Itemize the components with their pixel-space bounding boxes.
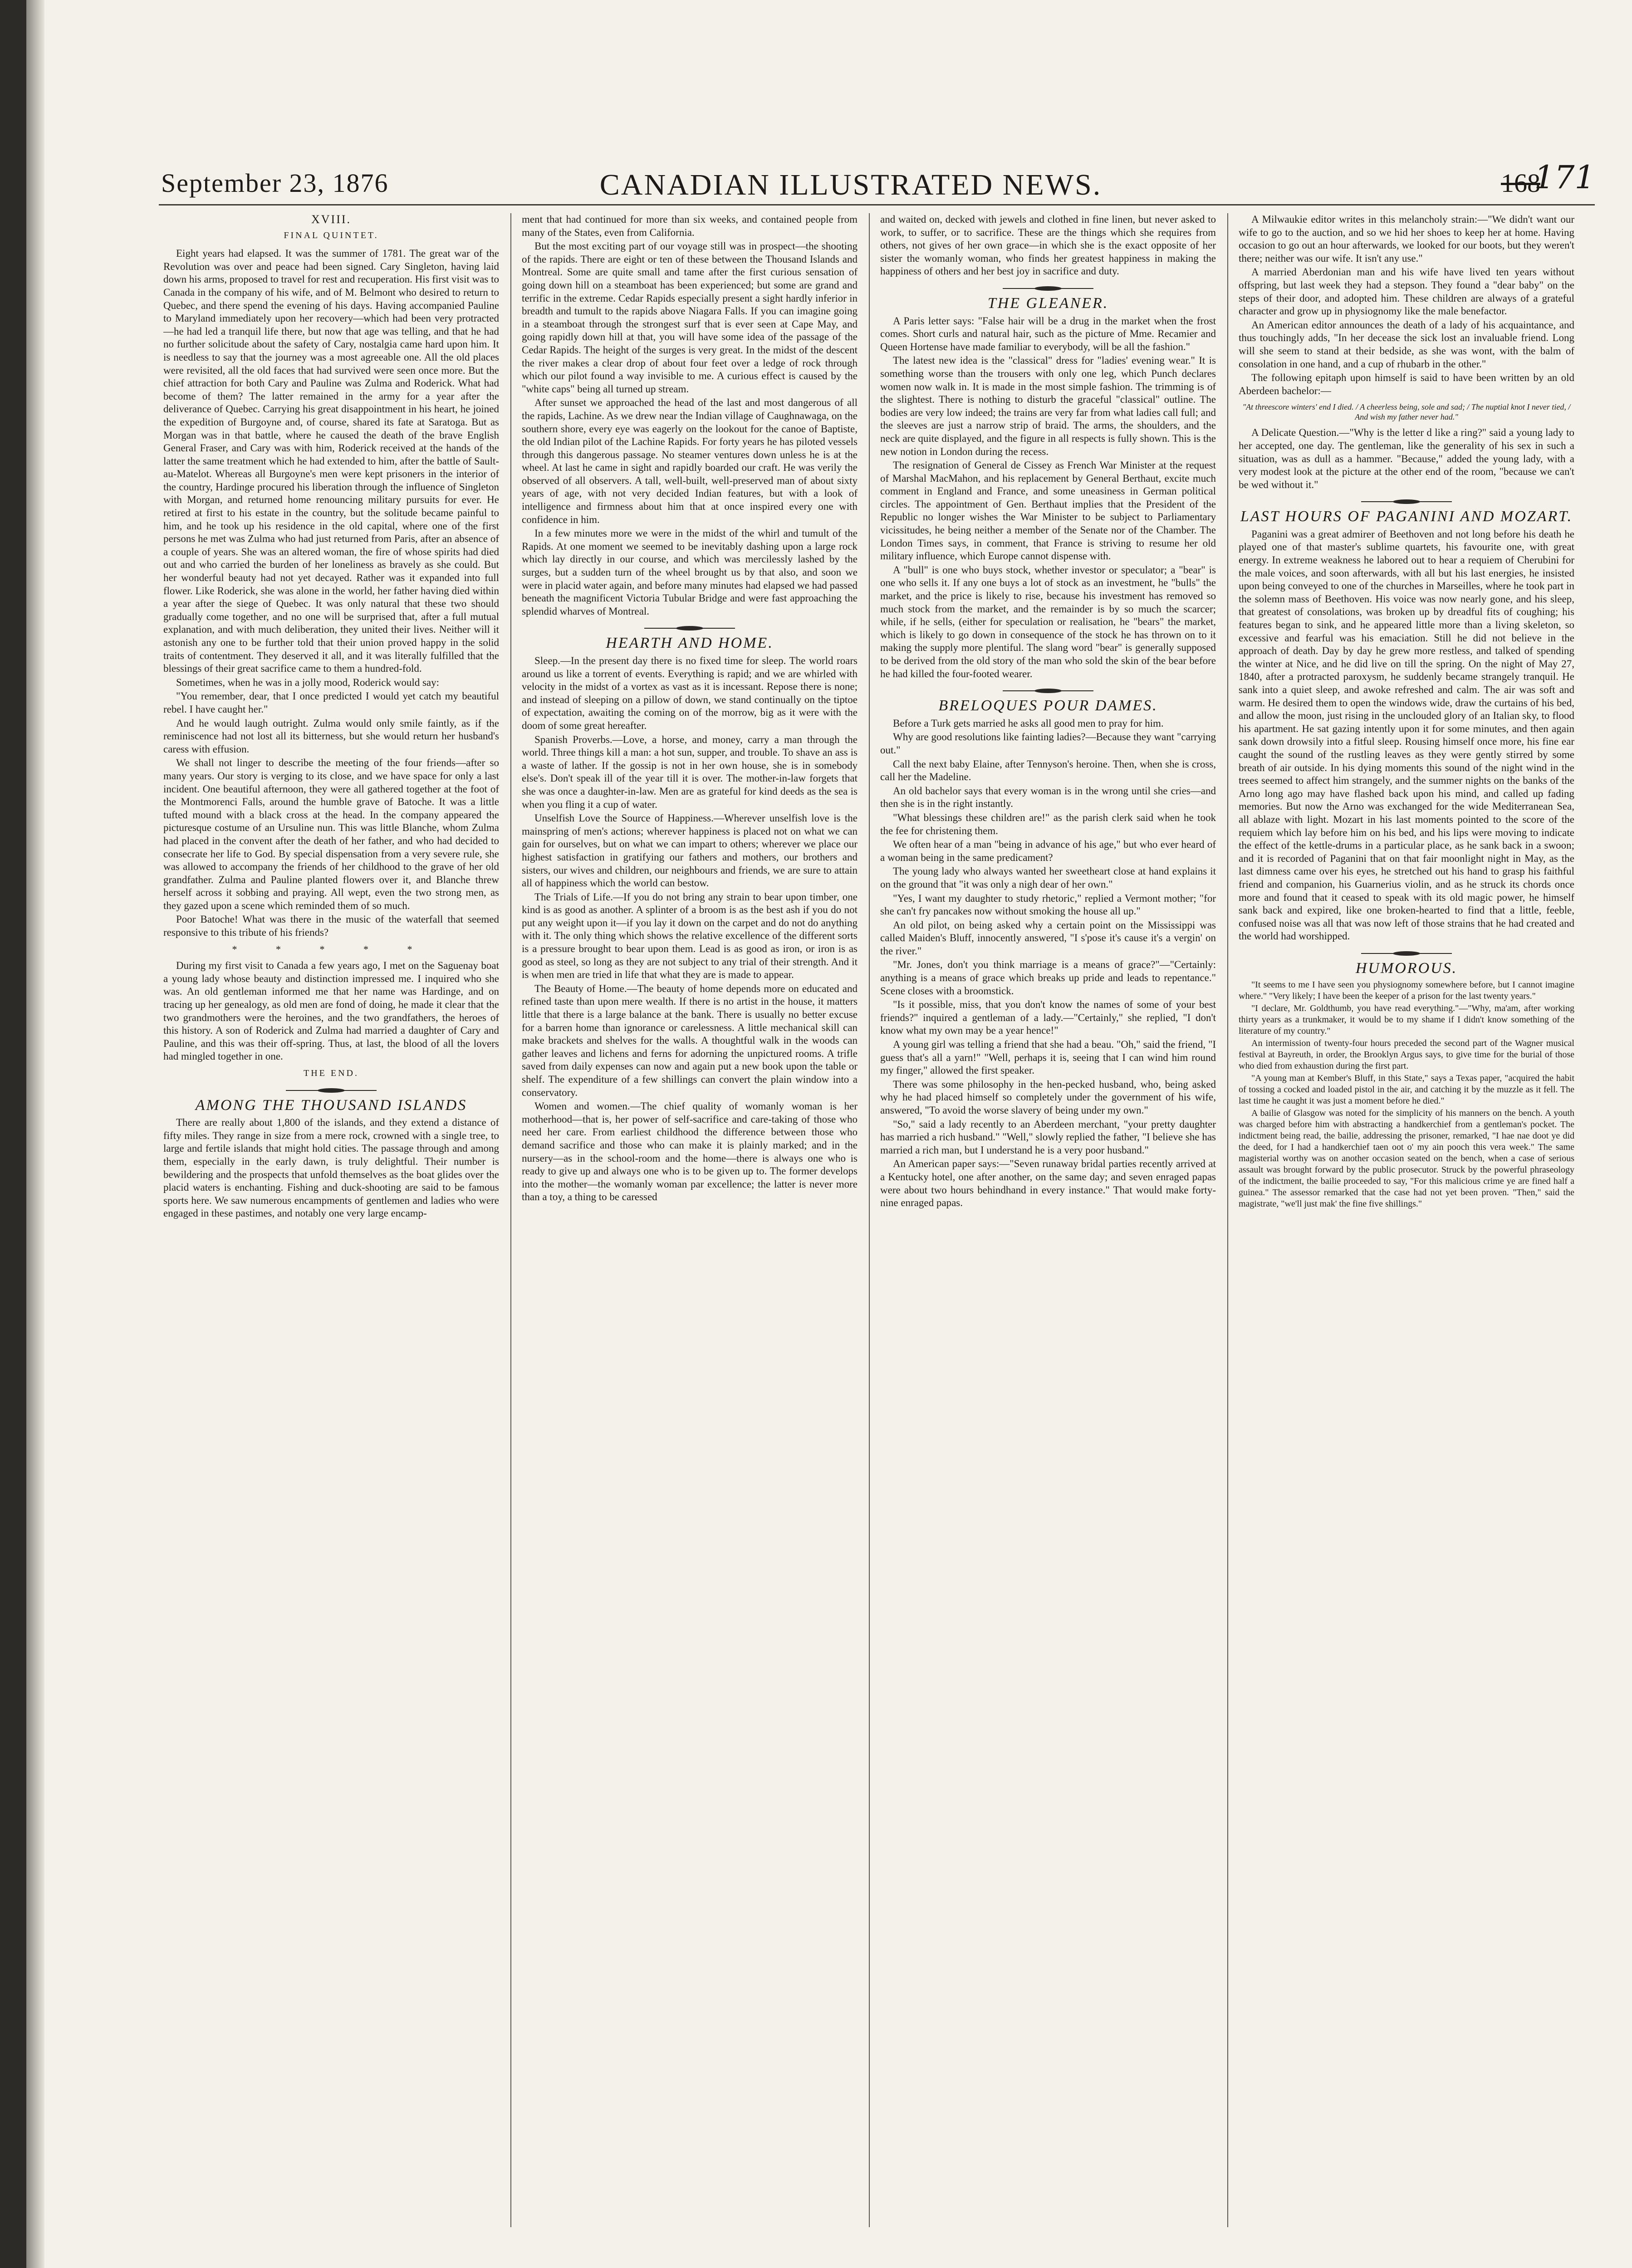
column-2 xyxy=(522,213,858,2227)
paragraph: We shall not linger to describe the meeting of the four friends—after so many years. Our story is verging to its close, and we have space for only a last incident. One beautiful afternoon, they were all gathered together at the foot of the Montmorenci Falls, around the humble grave of Batoche. It was a little tufted mound with a black cross at the head. In the company appeared the picturesque costume of an Ursuline nun. This was little Blanche, whom Zulma had placed in the convent after the death of her father, and who had decided to consecrate her life to God. By special dispensation from a very severe rule, she was allowed to accompany the friends of her childhood to the grave of her old grandfather. Zulma and Pauline planted flowers over it, and Blanche threw herself across it sobbing and praying. All wept, even the two strong men, as they gazed upon a scene which reminded them of so much. xyxy=(163,757,499,911)
paragraph: But the most exciting part of our voyage still was in prospect—the shooting of the rapids. There are eight or ten of these between the Thousand Islands and Montreal. Some are quite small and tame after the first curious sensation of going down hill on a steamboat has been experienced; but some are grand and terrific in the extreme. Cedar Rapids especially present a sight hardly inferior in breadth and tumult to the rapids above Niagara Falls. If you can imagine going in a steamboat through the strongest surf that is ever seen at Cape May, and going rapidly down hill at that, you will have some idea of the passage of the Cedar Rapids. The height of the surges is very great. In the midst of the descent the river makes a clear drop of about four feet over a ledge of rock through which our pilot found a way invisible to me. A curious effect is caused by the "white caps" being all turned up stream. xyxy=(522,240,858,395)
paragraph: "You remember, dear, that I once predicted I would yet catch my beautiful rebel. I have caught her." xyxy=(163,690,499,715)
paragraph: In a few minutes more we were in the midst of the whirl and tumult of the Rapids. At one moment we seemed to be inevitably dashing upon a large rock which lay directly in our course, and which was mercilessly lashed by the surges, but a sudden turn of the wheel brought us by that also, and soon we were in placid water again, and before many minutes had elapsed we had passed beneath the magnificent Victoria Tubular Bridge and were fast approaching the splendid wharves of Montreal. xyxy=(522,528,858,617)
section-heading-hearth-home: HEARTH AND HOME. xyxy=(606,635,774,652)
paragraph: and waited on, decked with jewels and clothed in fine linen, but never asked to work, to suffer, or to sacrifice. These are the things which she requires from others, not gives of her own grace—in which she is the exact opposite of her sister the womanly woman, who finds her greatest happiness in making the happiness of others and her best joy in sacrifice and duty. xyxy=(880,214,1216,277)
paragraph: A Delicate Question.—"Why is the letter d like a ring?" said a young lady to her accepted, one day. The gentleman, like the generality of his sex in such a situation, was as dull as a hammer. "Because," added the young lady, with a very modest look at the picture at the other end of the room, "because we can't be wed without it." xyxy=(1239,427,1574,490)
section-stars: * * * * * xyxy=(232,943,431,955)
paragraph: Poor Batoche! What was there in the music of the waterfall that seemed responsive to this tribute of his friends? xyxy=(163,914,499,938)
paragraph: An intermission of twenty-four hours preceded the second part of the Wagner musical festival at Bayreuth, in order, the Brooklyn Argus says, to give time for the burial of those who died from exhaustion during the first part. xyxy=(1239,1038,1574,1071)
paragraph: The Beauty of Home.—The beauty of home depends more on educated and refined taste than upon mere wealth. If there is no artist in the house, it matters little that there is a large balance at the bank. There is usually no better excuse for a barren home than ignorance or carelessness. A little mechanical skill can make brackets and shelves for the walls. A thoughtful walk in the woods can gather leaves and lichens and ferns for adorning the unpictured rooms. A trifle saved from daily expenses can now and again put a new book upon the table or shelf. The expenditure of a few shillings can convert the plain window into a conservatory. xyxy=(522,982,858,1098)
chapter-number: XVIII. xyxy=(311,213,352,226)
paragraph: An old bachelor says that every woman is in the wrong until she cries—and then she is in the right instantly. xyxy=(880,785,1216,810)
binding-shadow xyxy=(26,0,44,2268)
column-divider xyxy=(510,213,511,2227)
paragraph: Sleep.—In the present day there is no fixed time for sleep. The world roars around us like a torrent of events. Everything is rapid; and we are whirled with velocity in the midst of a vortex as vast as it is incessant. Repose there is none; and instead of sleeping on a pillow of down, we stand continually on the tiptoe of expectation, awaiting the coming on of the morrow, big as it were with the doom of some great hereafter. xyxy=(522,655,858,731)
paragraph: A "bull" is one who buys stock, whether investor or speculator; a "bear" is one who sells it. If any one buys a lot of stock as an investment, he "bulls" the market, and the price is likely to rise, because his investment has removed so much stock from the market, and the remainder is by so much the scarcer; while, if he sells, (either for speculation or realisation, he "bears" the market, which is likely to go down in consequence of the stock he has thrown on to it making the supply more plentiful. The slang word "bear" is generally supposed to be derived from the old story of the man who sold the skin of the bear before he had killed the four-footed wearer. xyxy=(880,564,1216,679)
column-3 xyxy=(880,213,1216,2227)
epitaph-poem: "At threescore winters' end I died. / A cheerless being, sole and sad; / The nuptial knot I never tied, / And wish my father never had." xyxy=(1242,402,1571,422)
paragraph: The resignation of General de Cissey as French War Minister at the request of Marshal MacMahon, and his replacement by General Berthaut, excite much comment in England and France, and some uneasiness in German political circles. The appointment of Gen. Berthaut implies that the President of the Republic no longer wishes the War Minister to be subject to Parliamentary vicissitudes, he being neither a member of the Senate nor of the Chamber. The London Times says, in comment, that France is striving to resume her old military influence, which Europe cannot dispense with. xyxy=(880,459,1216,562)
paragraph: Women and women.—The chief quality of womanly woman is her motherhood—that is, her power of self-sacrifice and care-taking of those who need her care. From earliest childhood the difference between those who demand sacrifice and those who can make it is plainly marked; and in the nursery—as in the school-room and the home—there is always one who is ready to give up and always one who is to be given up to. The former develops into the mother—the womanly woman par excellence; the latter is never more than a toy, a thing to be caressed xyxy=(522,1100,858,1203)
ornament-rule xyxy=(1361,499,1452,504)
paragraph: Call the next baby Elaine, after Tennyson's heroine. Then, when she is cross, call her the Madeline. xyxy=(880,758,1216,783)
paragraph: "Yes, I want my daughter to study rhetoric," replied a Vermont mother; "for she can't fry pancakes now without smoking the house all up." xyxy=(880,892,1216,917)
ornament-rule xyxy=(1003,689,1093,693)
paragraph: The young lady who always wanted her sweetheart close at hand explains it on the ground that "it was only a nigh dear of her own." xyxy=(880,865,1216,890)
ornament-rule xyxy=(1361,951,1452,956)
paragraph: "Mr. Jones, don't you think marriage is a means of grace?"—"Certainly: anything is a means of grace which breaks up pride and leads to repentance." Scene closes with a broomstick. xyxy=(880,959,1216,997)
paragraph: We often hear of a man "being in advance of his age," but who ever heard of a woman being in the same predicament? xyxy=(880,839,1216,863)
paragraph: A married Aberdonian man and his wife have lived ten years without offspring, but last week they had a stepson. They found a "dear baby" on the steps of their door, and adopted him. These children are always of a grateful character and grow up in physiognomy like the male benefactor. xyxy=(1239,266,1574,317)
paragraph: The Trials of Life.—If you do not bring any strain to bear upon timber, one kind is as good as another. A splinter of a broom is as the best ash if you do not put any weight upon it—if you lay it down on the carpet and do not do anything with it. The only thing which shows the relative excellence of the different sorts is a pressure brought to bear upon them. Lead is as good as iron, or iron is as good as steel, so long as they are not subject to any trial of their strength. And it is when men are tried in life that what they are is made to appear. xyxy=(522,891,858,981)
chapter-title: FINAL QUINTET. xyxy=(284,230,379,240)
paragraph: "It seems to me I have seen you physiognomy somewhere before, but I cannot imagine where." "Very likely; I have been the keeper of a prison for the last twenty years." xyxy=(1239,980,1574,1002)
column-1 xyxy=(163,213,499,2227)
paragraph: There was some philosophy in the hen-pecked husband, who, being asked why he had placed himself so completely under the government of his wife, answered, "To avoid the worse slavery of being under my own." xyxy=(880,1078,1216,1116)
column-divider xyxy=(1227,213,1228,2227)
column-divider xyxy=(869,213,870,2227)
paragraph: The following epitaph upon himself is said to have been written by an old Aberdeen bachelor:— xyxy=(1239,372,1574,396)
issue-date: September 23, 1876 xyxy=(161,168,389,198)
paragraph: A Milwaukie editor writes in this melancholy strain:—"We didn't want our wife to go to the auction, and so we hid her shoes to keep her at home. Having occasion to go out an hour afterwards, we looked for our boots, but they weren't there; neither was our wife. It isn't any use." xyxy=(1239,214,1574,264)
paragraph: After sunset we approached the head of the last and most dangerous of all the rapids, Lachine. As we drew near the Indian village of Caughnawaga, on the southern shore, every eye was eagerly on the lookout for the canoe of Baptiste, the old Indian pilot of the Lachine Rapids. For forty years he has piloted vessels through this dangerous passage. No steamer ventures down unless he is at the wheel. At last he came in sight and rapidly boarded our craft. He was verily the observed of all observers. A tall, well-built, well-preserved man of about sixty years of age, with not very decided Indian features, but with a look of intelligence and firmness about him that at once inspired every one with confidence in him. xyxy=(522,397,858,525)
section-heading-thousand-islands: AMONG THE THOUSAND ISLANDS xyxy=(195,1096,467,1114)
paragraph: "So," said a lady recently to an Aberdeen merchant, "your pretty daughter has married a rich husband." "Well," slowly replied the father, "I believe she has married a rich man, but I understand he is a very poor husband." xyxy=(880,1118,1216,1156)
paragraph: And he would laugh outright. Zulma would only smile faintly, as if the reminiscence had not lost all its bitterness, but she would return her husband's caress with effusion. xyxy=(163,717,499,755)
page-header xyxy=(161,159,1595,202)
paragraph: "I declare, Mr. Goldthumb, you have read everything."—"Why, ma'am, after working thirty years as a trunkmaker, it would be to my shame if I didn't know something of the literature of my country." xyxy=(1239,1003,1574,1036)
paragraph: Paganini was a great admirer of Beethoven and not long before his death he played one of that master's sublime quartets, his favourite one, with great energy. In extreme weakness he labored out to hear a requiem of Cherubini for the male voices, and soon afterwards, with all but his last energies, he insisted upon being conveyed to one of the churches in Marseilles, where he took part in the solemn mass of Beethoven. His voice was now nearly gone, and his sleep, that greatest of consolations, was broken up by dreadful fits of coughing; his features began to sink, and he appeared little more than a living skeleton, so excessive and fearful was his emaciation. Still he did not believe in the approach of death. Day by day he grew more restless, and talked of spending the winter at Nice, and he did live on till the spring. On the night of May 27, 1840, after a protracted paroxysm, he suddenly became strangely tranquil. He sank into a quiet sleep, and awoke refreshed and calm. The air was soft and warm. He desired them to open the windows wide, draw the curtains of his bed, and allow the moon, just rising in the unclouded glory of an Italian sky, to flood his apartment. He sat gazing intently upon it for some minutes, and then again sank down drowsily into a fitful sleep. Rousing himself once more, his fine ear caught the sound of the rustling leaves as they were gently stirred by some breath of air outside. In his dying moments this sound of the night wind in the trees seemed to affect him strangely, and the summer nights on the banks of the Arno long ago may have flashed back upon his mind, and called up fading memories. But now the Arno was exchanged for the wide Mediterranean Sea, all ablaze with light. Mozart in his last moments pointed to the score of the requiem which lay before him on his bed, and his lips were moving to indicate the effect of the kettle-drums in a particular place, as he sank back in a swoon; and it is recorded of Paganini that on that fair moonlight night in May, as the last dimness came over his eyes, he stretched out his hand to grasp his faithful friend and companion, his Guarnerius violin, and as he struck its chords once more and found that it ceased to speak with its old magic power, he himself sank back and expired, like one broken-hearted to find that a little, feeble, confused noise was all that was now left of those strains that he had created and the world had worshipped. xyxy=(1239,528,1574,942)
section-heading-breloques: BRELOQUES POUR DAMES. xyxy=(938,697,1158,714)
paragraph: "A young man at Kember's Bluff, in this State," says a Texas paper, "acquired the habit of tossing a cocked and loaded pistol in the air, and catching it by the muzzle as it fell. The last time he caught it was just a moment before he died." xyxy=(1239,1073,1574,1106)
ornament-rule xyxy=(644,626,735,631)
column-4 xyxy=(1239,213,1574,2227)
section-heading-humorous: HUMOROUS. xyxy=(1355,959,1458,977)
newspaper-title: CANADIAN ILLUSTRATED NEWS. xyxy=(599,168,1102,201)
paragraph: Unselfish Love the Source of Happiness.—Wherever unselfish love is the mainspring of men's actions; wherever happiness is placed not on what we can gain for ourselves, but on what we can impart to others; wherever we place our highest satisfaction in gratifying our fathers and mothers, our brothers and sisters, our wives and children, our neighbours and friends, we are sure to attain all of happiness which the world can bestow. xyxy=(522,812,858,889)
paragraph: An American editor announces the death of a lady of his acquaintance, and thus touchingly adds, "In her decease the sick lost an invaluable friend. Long will she seem to stand at their bedside, as she was wont, with the balm of consolation in one hand, and a cup of rhubarb in the other." xyxy=(1239,319,1574,370)
paragraph: Eight years had elapsed. It was the summer of 1781. The great war of the Revolution was over and peace had been signed. Cary Singleton, having laid down his arms, proposed to travel for rest and recuperation. His first visit was to Canada in the company of his wife, and of M. Belmont who desired to return to Quebec, and there spend the evening of his days. Having accompanied Pauline to Maryland immediately upon her recovery—which had been very protracted—he had led a tranquil life there, but now that age was telling, and that he had no further solicitude about the safety of Cary, nostalgia came hard upon him. It is needless to say that the journey was a most agreeable one. All the old places were revisited, all the old faces that had survived were seen once more. But the chief attraction for both Cary and Pauline was Zulma and Roderick. What had become of them? The latter remained in the army for a year after the deliverance of Quebec. Carrying his great disappointment in his heart, he joined the expedition of Burgoyne and, of course, shared its fate at Saratoga. But as Morgan was in that battle, where he caused the death of the brave English General Fraser, and Cary was with him, Roderick received at the hands of the latter the same treatment which he had extended to him, after the battle of Sault-au-Matelot. Whereas all Burgoyne's men were kept prisoners in the interior of the country, Hardinge procured his liberation through the influence of Singleton with Morgan, and returned home renouncing military pursuits for ever. He retired at first to his estate in the country, but the solitude became painful to him, and he took up his residence in the old capital, where one of the first persons he met was Zulma who had just returned from Paris, after an absence of a couple of years. She was an altered woman, the fire of whose spirits had died out and who carried the burden of her loneliness as bravely as she could. But her wonderful beauty had not yet decayed. Rather was it expanded into full flower. Like Roderick, she was alone in the world, her father having died within a year after the siege of Quebec. It was only natural that these two should gradually come together, and no one will be surprised that, after a full mutual explanation, and with much deliberation, they united their lives. Neither will it astonish any one to be further told that their union proved happy in the solid traits of contentment. They deserved it all, and it was literally fulfilled that the blessings of their great sacrifice came to them a hundred-fold. xyxy=(163,248,499,675)
section-heading-gleaner: THE GLEANER. xyxy=(987,294,1109,312)
paragraph: A Paris letter says: "False hair will be a drug in the market when the frost comes. Short curls and natural hair, such as the picture of Mme. Recamier and Queen Hortense have made familiar to everybody, will be all the fashion." xyxy=(880,315,1216,352)
ornament-rule xyxy=(286,1088,377,1093)
paragraph: The latest new idea is the "classical" dress for "ladies' evening wear." It is something worse than the trousers with only one leg, which Punch declares women now walk in. It is made in the most simple fashion. The trimming is of the slightest. There is nothing to disturb the graceful "classical" outline. The bodies are very low indeed; the trains are very far from what ladies call full; and the sleeves are just a narrow strip of braid. The arms, the shoulders, and the neck are quite displayed, and the figure in all respects is fully shown. This is the new notion in London during the recess. xyxy=(880,355,1216,457)
header-rule xyxy=(159,204,1595,205)
section-heading-paganini: LAST HOURS OF PAGANINI AND MOZART. xyxy=(1240,508,1573,525)
paragraph: Sometimes, when he was in a jolly mood, Roderick would say: xyxy=(176,676,440,688)
handwritten-page-number: 171 xyxy=(1534,159,1595,196)
the-end-label: THE END. xyxy=(304,1068,359,1078)
paragraph: An American paper says:—"Seven runaway bridal parties recently arrived at a Kentucky hotel, one after another, on the same day; and seven enraged papas were about two hours behindhand in every instance." That would make forty-nine enraged papas. xyxy=(880,1158,1216,1209)
paragraph: ment that had continued for more than six weeks, and contained people from many of the States, even from California. xyxy=(522,214,858,238)
paragraph: An old pilot, on being asked why a certain point on the Mississippi was called Maiden's Bluff, innocently answered, "I s'pose it's cause it's a vergin' on the river." xyxy=(880,919,1216,957)
paragraph: Spanish Proverbs.—Love, a horse, and money, carry a man through the world. Three things kill a man: a hot sun, supper, and trouble. To shave an ass is a waste of lather. If the gossip is not in her own house, she is in somebody else's. Don't speak ill of the year till it is over. The mother-in-law forgets that she was once a daughter-in-law. Men are as grateful for kind deeds as the sea is when you fling it a cup of water. xyxy=(522,733,858,810)
paragraph: Why are good resolutions like fainting ladies?—Because they want "carrying out." xyxy=(880,731,1216,756)
page-number: 168 xyxy=(1501,168,1540,198)
paragraph: "Is it possible, miss, that you don't know the names of some of your best friends?" inquired a gentleman of a lady.—"Certainly," she replied, "I don't know what my own may be a year hence!" xyxy=(880,999,1216,1036)
paragraph: There are really about 1,800 of the islands, and they extend a distance of fifty miles. They range in size from a mere rock, crowned with a single tree, to large and fertile islands that might hold cities. The passage through and among them, especially in the early dawn, is truly delightful. Their number is bewildering and the prospects that unfold themselves as the boat glides over the placid waters is enchanting. Fishing and duck-shooting are said to be famous sports here. We saw numerous encampments of gentlemen and ladies who were engaged in these pastimes, and notably one very large encamp- xyxy=(163,1117,499,1219)
paragraph: A bailie of Glasgow was noted for the simplicity of his manners on the bench. A youth was charged before him with abstracting a handkerchief from a gentleman's pocket. The indictment being read, the bailie, addressing the prisoner, remarked, "I hae nae doot ye did the deed, for I had a handkerchief taen oot o' my ain pooch this vera week." The same magisterial worthy was on another occasion seated on the bench, when a case of serious assault was brought forward by the public prosecutor. Struck by the powerful phraseology of the indictment, the bailie proceeded to say, "For this malicious crime ye are fined half a guinea." The assessor remarked that the case had not yet been proven. "Then," said the magistrate, "we'll just mak' the fine five shillings." xyxy=(1239,1108,1574,1209)
paragraph: A young girl was telling a friend that she had a beau. "Oh," said the friend, "I guess that's all a yarn!" "Well, perhaps it is, seeing that I can wind him round my finger," allowed the first speaker. xyxy=(880,1039,1216,1076)
paragraph: "What blessings these children are!" as the parish clerk said when he took the fee for christening them. xyxy=(880,811,1216,836)
paragraph: During my first visit to Canada a few years ago, I met on the Saguenay boat a young lady whose beauty and distinction impressed me. I inquired who she was. An old gentleman informed me that her name was Hardinge, and on tracing up her genealogy, as old men are fond of doing, he made it clear that the two grandmothers were the heroines, and the two grandfathers, the heroes of this history. A son of Roderick and Zulma had married a daughter of Cary and Pauline, and this was their off-spring. Thus, at last, the blood of all the lovers had mingled together in one. xyxy=(163,960,499,1062)
paragraph: Before a Turk gets married he asks all good men to pray for him. xyxy=(893,717,1164,729)
ornament-rule xyxy=(1003,286,1093,291)
binding-edge xyxy=(0,0,26,2268)
